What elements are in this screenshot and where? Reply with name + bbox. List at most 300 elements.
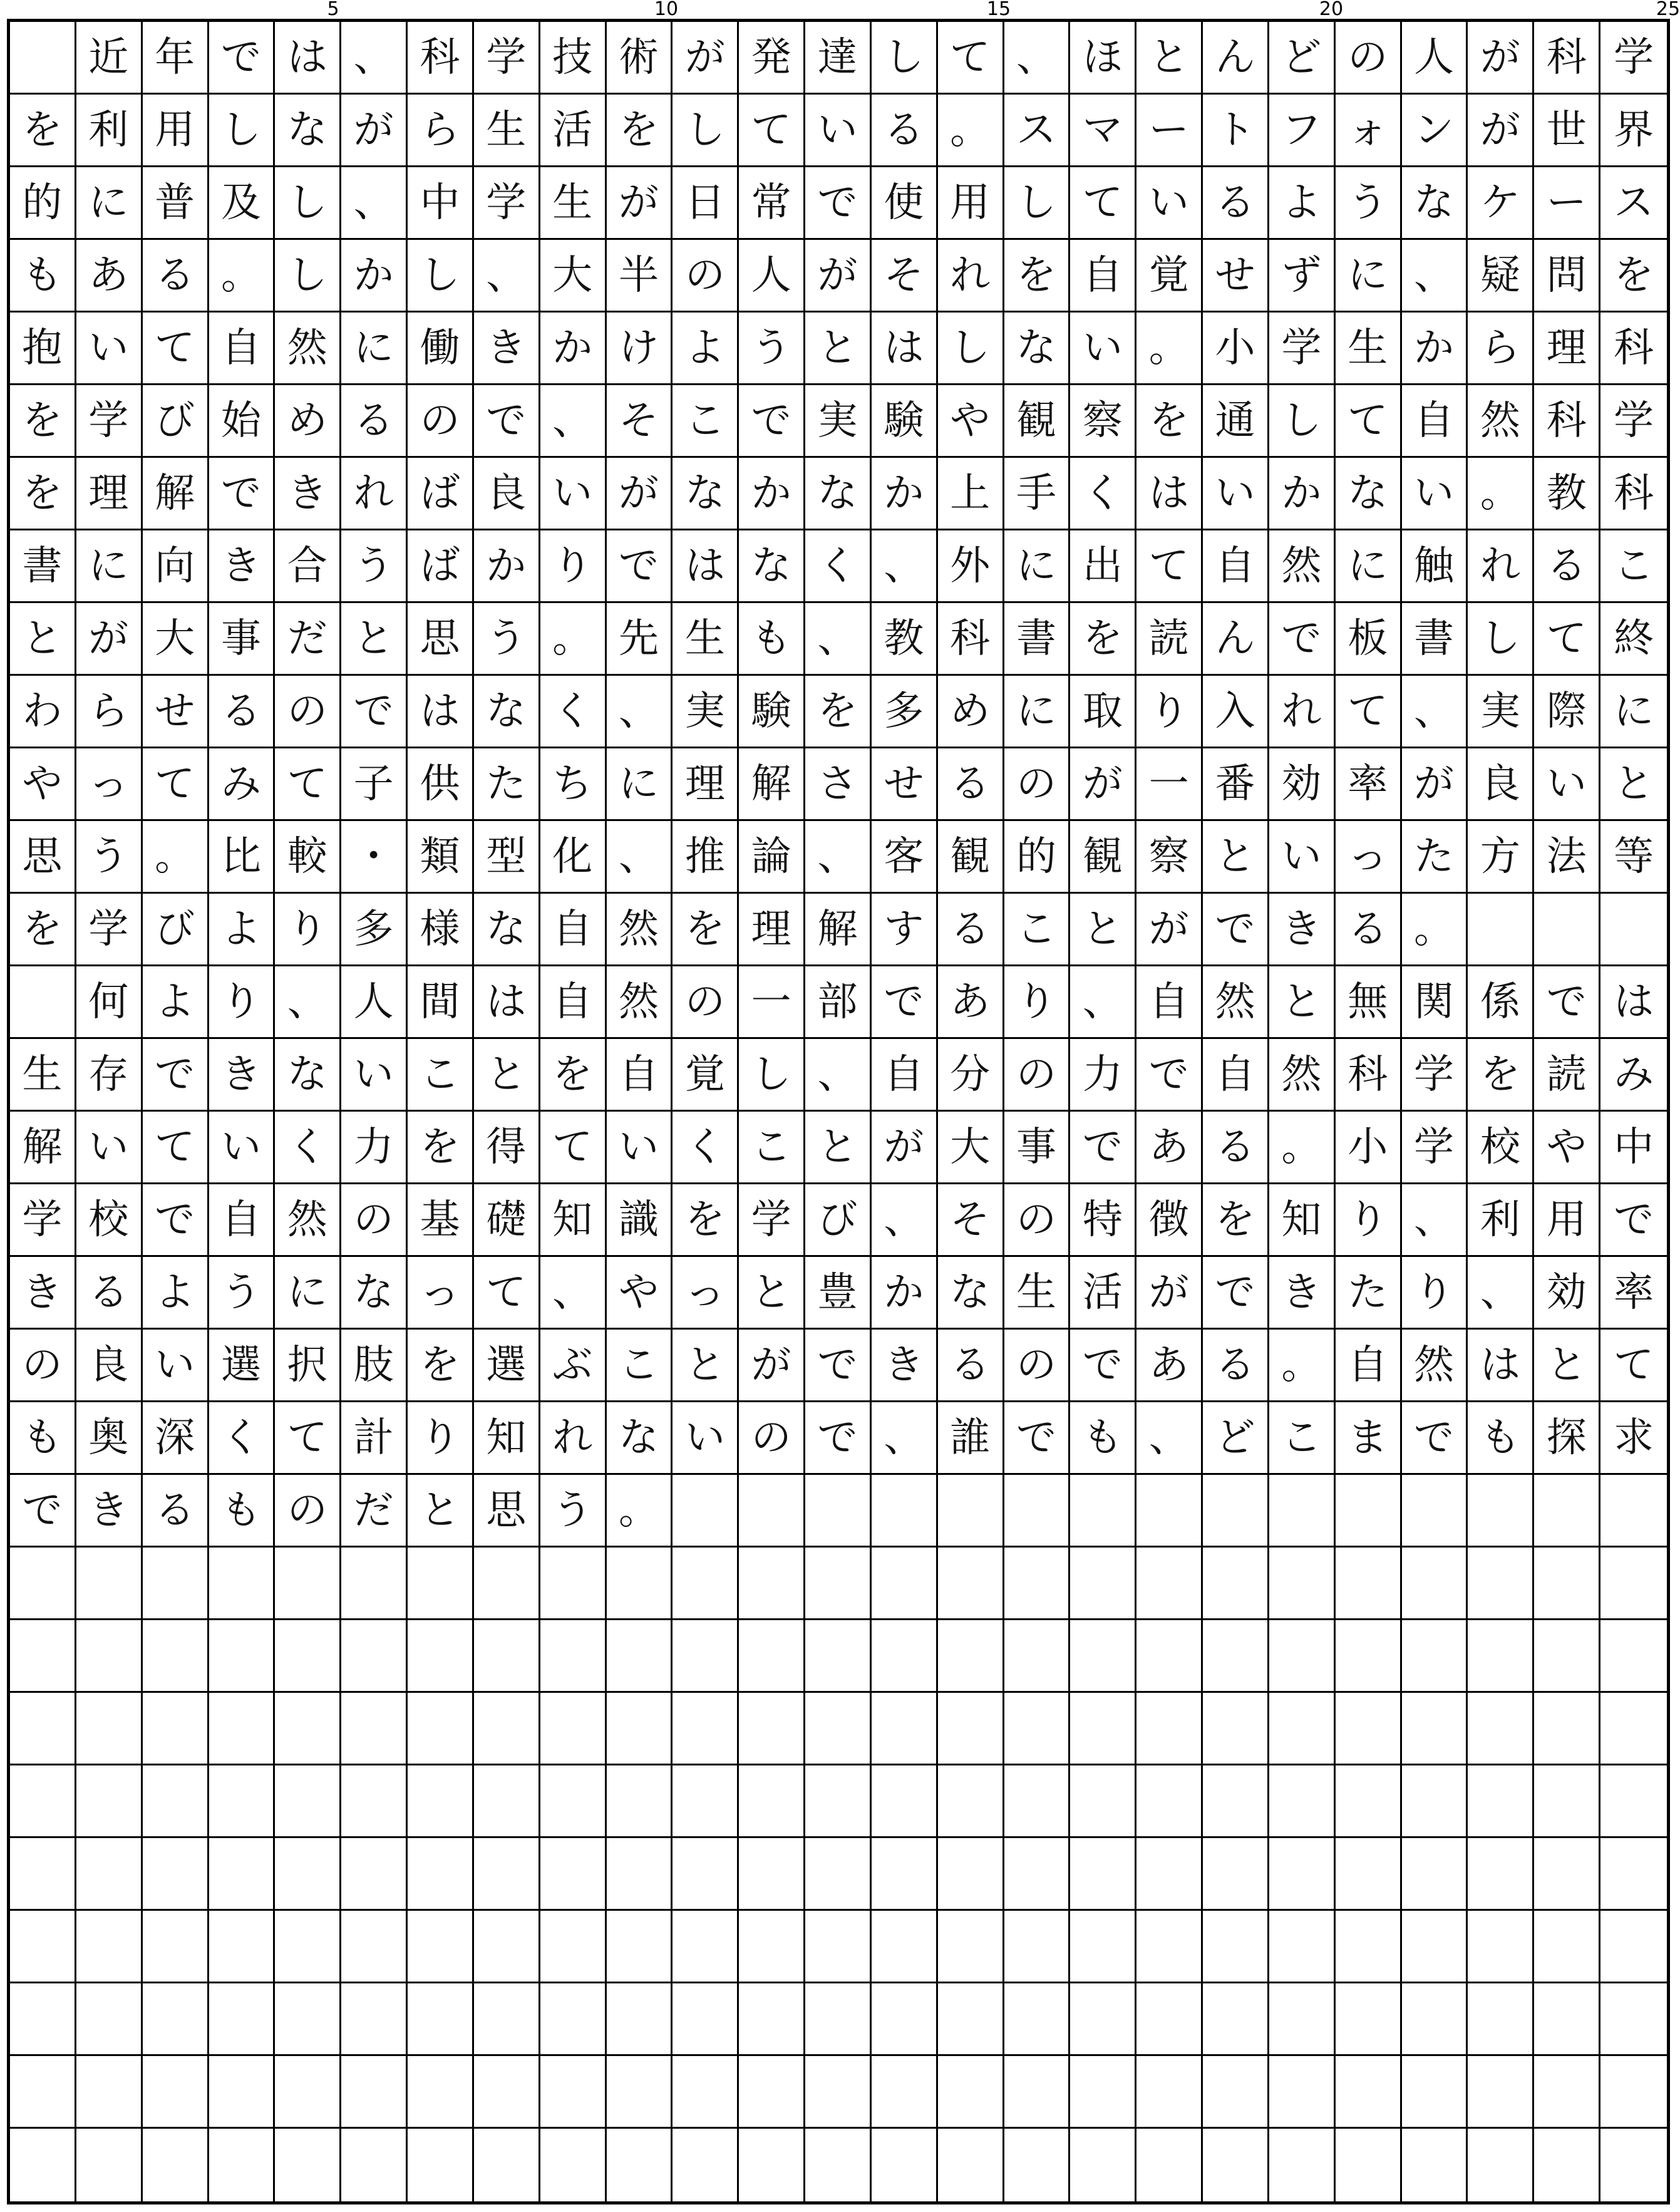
grid-cell: し	[673, 95, 739, 167]
grid-cell: り	[1004, 966, 1071, 1039]
grid-cell: あ	[938, 966, 1004, 1039]
grid-cell: か	[341, 240, 408, 313]
grid-cell	[76, 1838, 143, 1911]
grid-cell: 観	[1004, 385, 1071, 458]
grid-cell: ん	[1203, 22, 1269, 95]
manuscript-grid	[7, 19, 1670, 2204]
grid-cell: う	[341, 530, 408, 603]
grid-cell: 科	[938, 603, 1004, 676]
grid-cell: っ	[408, 1257, 474, 1330]
grid-cell: 何	[76, 966, 143, 1039]
grid-cell: 基	[408, 1184, 474, 1257]
grid-cell: 学	[1600, 385, 1667, 458]
grid-cell: 外	[938, 530, 1004, 603]
grid-cell: み	[209, 748, 276, 821]
grid-cell	[209, 1983, 276, 2056]
grid-cell	[872, 2129, 938, 2201]
grid-cell: 科	[1600, 313, 1667, 385]
grid-cell	[1468, 1693, 1534, 1765]
grid-cell	[1534, 1475, 1600, 1548]
grid-cell	[1402, 1838, 1468, 1911]
grid-cell: あ	[1136, 1330, 1203, 1402]
grid-cell: 学	[1600, 22, 1667, 95]
grid-cell: 用	[143, 95, 209, 167]
grid-cell: し	[1468, 603, 1534, 676]
grid-cell: っ	[1336, 821, 1402, 894]
grid-cell: 類	[408, 821, 474, 894]
grid-cell: を	[673, 894, 739, 966]
grid-cell: 覚	[673, 1039, 739, 1112]
grid-cell: 科	[408, 22, 474, 95]
grid-cell: 、	[341, 167, 408, 240]
grid-cell	[607, 1620, 673, 1693]
grid-cell: な	[739, 530, 805, 603]
grid-cell: 学	[1402, 1039, 1468, 1112]
grid-cell: や	[10, 748, 76, 821]
grid-cell	[1203, 1620, 1269, 1693]
grid-cell	[1336, 2056, 1402, 2129]
grid-cell: 抱	[10, 313, 76, 385]
grid-cell	[275, 1838, 341, 1911]
grid-cell: で	[474, 385, 540, 458]
grid-cell: 的	[1004, 821, 1071, 894]
grid-cell: る	[1203, 1112, 1269, 1184]
grid-cell: ー	[1136, 95, 1203, 167]
grid-cell: し	[275, 240, 341, 313]
grid-cell: 用	[938, 167, 1004, 240]
grid-cell: 学	[76, 385, 143, 458]
grid-cell: フ	[1269, 95, 1336, 167]
grid-cell: く	[209, 1402, 276, 1475]
grid-cell: ら	[408, 95, 474, 167]
grid-cell: 自	[540, 894, 607, 966]
grid-cell: は	[673, 530, 739, 603]
grid-cell	[76, 1983, 143, 2056]
grid-cell	[1070, 2129, 1136, 2201]
grid-cell: ・	[341, 821, 408, 894]
ruler-mark-5: 5	[327, 0, 339, 20]
grid-cell	[872, 2056, 938, 2129]
grid-cell	[474, 2129, 540, 2201]
grid-cell: せ	[143, 676, 209, 748]
grid-cell: が	[1468, 95, 1534, 167]
grid-cell: き	[872, 1330, 938, 1402]
grid-cell	[673, 1548, 739, 1620]
grid-cell: 等	[1600, 821, 1667, 894]
grid-cell	[1534, 2129, 1600, 2201]
grid-cell	[10, 1548, 76, 1620]
grid-cell: を	[10, 458, 76, 530]
grid-cell: の	[673, 240, 739, 313]
grid-cell	[540, 1548, 607, 1620]
grid-cell	[739, 1765, 805, 1838]
grid-cell: 、	[540, 1257, 607, 1330]
grid-cell: 力	[1070, 1039, 1136, 1112]
grid-cell: で	[209, 22, 276, 95]
grid-cell: 択	[275, 1330, 341, 1402]
grid-cell	[474, 2056, 540, 2129]
grid-cell	[938, 1693, 1004, 1765]
grid-cell: と	[1136, 22, 1203, 95]
grid-cell	[872, 1475, 938, 1548]
grid-cell: せ	[872, 748, 938, 821]
grid-cell: 学	[10, 1184, 76, 1257]
grid-cell: そ	[607, 385, 673, 458]
grid-cell	[1269, 1838, 1336, 1911]
grid-cell	[1534, 1620, 1600, 1693]
grid-cell	[408, 1620, 474, 1693]
grid-cell: 法	[1534, 821, 1600, 894]
grid-cell: 番	[1203, 748, 1269, 821]
grid-cell: 豊	[805, 1257, 872, 1330]
grid-cell: い	[76, 313, 143, 385]
grid-cell: 生	[474, 95, 540, 167]
grid-cell: が	[76, 603, 143, 676]
grid-cell: き	[76, 1475, 143, 1548]
grid-cell: ほ	[1070, 22, 1136, 95]
grid-cell: 達	[805, 22, 872, 95]
grid-cell: る	[209, 676, 276, 748]
grid-cell	[673, 1911, 739, 1983]
grid-cell	[1136, 1620, 1203, 1693]
grid-cell: き	[1269, 894, 1336, 966]
grid-cell	[607, 1693, 673, 1765]
grid-cell	[1600, 1911, 1667, 1983]
grid-cell: う	[540, 1475, 607, 1548]
grid-cell: に	[1004, 676, 1071, 748]
grid-cell	[1600, 1475, 1667, 1548]
grid-cell: 自	[1136, 966, 1203, 1039]
grid-cell: 、	[275, 966, 341, 1039]
grid-cell	[143, 1693, 209, 1765]
grid-cell: 活	[1070, 1257, 1136, 1330]
grid-cell	[1070, 1911, 1136, 1983]
grid-cell	[1402, 1983, 1468, 2056]
grid-cell: 教	[1534, 458, 1600, 530]
grid-cell: 大	[143, 603, 209, 676]
grid-cell	[1269, 1983, 1336, 2056]
grid-cell: 解	[739, 748, 805, 821]
grid-cell: 徴	[1136, 1184, 1203, 1257]
grid-cell	[739, 2056, 805, 2129]
grid-cell: り	[1402, 1257, 1468, 1330]
grid-cell: 先	[607, 603, 673, 676]
grid-cell: 発	[739, 22, 805, 95]
grid-cell	[1203, 1693, 1269, 1765]
grid-cell	[805, 1620, 872, 1693]
grid-cell: 効	[1534, 1257, 1600, 1330]
grid-cell: わ	[10, 676, 76, 748]
grid-cell: 、	[805, 1039, 872, 1112]
grid-cell: く	[1070, 458, 1136, 530]
grid-cell	[1136, 2129, 1203, 2201]
grid-cell	[275, 2056, 341, 2129]
grid-cell	[1402, 1765, 1468, 1838]
grid-cell: 推	[673, 821, 739, 894]
grid-cell: の	[1004, 1330, 1071, 1402]
grid-cell: き	[1269, 1257, 1336, 1330]
grid-cell	[1600, 2056, 1667, 2129]
grid-cell	[739, 1838, 805, 1911]
grid-cell: 近	[76, 22, 143, 95]
grid-cell	[209, 1838, 276, 1911]
grid-cell: い	[607, 1112, 673, 1184]
grid-cell	[872, 1983, 938, 2056]
grid-cell: 、	[1070, 966, 1136, 1039]
grid-cell	[1070, 1983, 1136, 2056]
grid-cell: て	[275, 748, 341, 821]
grid-cell: て	[143, 1112, 209, 1184]
grid-cell: っ	[673, 1257, 739, 1330]
grid-cell: 自	[1070, 240, 1136, 313]
grid-cell	[938, 1548, 1004, 1620]
grid-cell	[1336, 1765, 1402, 1838]
grid-cell	[1600, 894, 1667, 966]
grid-cell	[1269, 1548, 1336, 1620]
grid-cell: や	[607, 1257, 673, 1330]
grid-cell	[10, 22, 76, 95]
grid-cell	[76, 1620, 143, 1693]
grid-cell: し	[872, 22, 938, 95]
grid-cell: 自	[872, 1039, 938, 1112]
grid-cell	[143, 2129, 209, 2201]
grid-cell: て	[938, 22, 1004, 95]
grid-cell: ど	[1269, 22, 1336, 95]
grid-cell: ら	[76, 676, 143, 748]
grid-cell: と	[1534, 1330, 1600, 1402]
grid-cell: 良	[474, 458, 540, 530]
grid-cell	[1136, 1911, 1203, 1983]
grid-cell: や	[1534, 1112, 1600, 1184]
grid-cell	[1004, 1838, 1071, 1911]
grid-cell: び	[143, 385, 209, 458]
grid-cell: 自	[1336, 1330, 1402, 1402]
grid-cell: 理	[1534, 313, 1600, 385]
grid-cell: な	[1336, 458, 1402, 530]
grid-cell: 識	[607, 1184, 673, 1257]
grid-cell: 、	[805, 821, 872, 894]
grid-cell: 、	[1136, 1402, 1203, 1475]
grid-cell: 解	[10, 1112, 76, 1184]
grid-cell	[607, 1765, 673, 1838]
grid-cell	[143, 1838, 209, 1911]
grid-cell: ば	[408, 458, 474, 530]
grid-cell: な	[1402, 167, 1468, 240]
grid-cell: 入	[1203, 676, 1269, 748]
grid-cell: の	[673, 966, 739, 1039]
grid-cell: 然	[275, 1184, 341, 1257]
grid-cell: に	[1336, 240, 1402, 313]
grid-cell: 学	[1269, 313, 1336, 385]
grid-cell	[341, 1838, 408, 1911]
grid-cell: 働	[408, 313, 474, 385]
grid-cell	[341, 1983, 408, 2056]
grid-cell	[739, 1911, 805, 1983]
grid-cell	[1203, 2056, 1269, 2129]
grid-cell	[805, 1765, 872, 1838]
grid-cell: う	[739, 313, 805, 385]
grid-cell: な	[474, 894, 540, 966]
grid-cell: い	[209, 1112, 276, 1184]
grid-cell: く	[805, 530, 872, 603]
grid-cell: に	[275, 1257, 341, 1330]
grid-cell	[1600, 1693, 1667, 1765]
grid-cell	[10, 1838, 76, 1911]
grid-cell: い	[143, 1330, 209, 1402]
grid-cell: を	[408, 1112, 474, 1184]
grid-cell: 自	[607, 1039, 673, 1112]
grid-cell: で	[607, 530, 673, 603]
grid-cell: 。	[1468, 458, 1534, 530]
grid-cell: 人	[341, 966, 408, 1039]
grid-cell	[1269, 1911, 1336, 1983]
grid-cell: て	[1136, 530, 1203, 603]
grid-cell: ち	[540, 748, 607, 821]
grid-cell: っ	[76, 748, 143, 821]
grid-cell	[1402, 1693, 1468, 1765]
grid-cell: 察	[1136, 821, 1203, 894]
grid-cell: 多	[872, 676, 938, 748]
grid-cell: し	[408, 240, 474, 313]
grid-cell: で	[143, 1184, 209, 1257]
grid-cell	[341, 1693, 408, 1765]
grid-cell: は	[474, 966, 540, 1039]
grid-cell	[673, 1475, 739, 1548]
grid-cell: が	[1468, 22, 1534, 95]
grid-cell	[408, 2129, 474, 2201]
grid-cell	[607, 1911, 673, 1983]
grid-cell	[1336, 2129, 1402, 2201]
grid-cell	[1468, 1475, 1534, 1548]
grid-cell: も	[10, 240, 76, 313]
grid-cell: き	[209, 1039, 276, 1112]
grid-cell: る	[341, 385, 408, 458]
grid-cell	[872, 1620, 938, 1693]
grid-cell	[408, 1693, 474, 1765]
grid-cell	[76, 1911, 143, 1983]
grid-cell: し	[938, 313, 1004, 385]
grid-cell: 普	[143, 167, 209, 240]
ruler-mark-20: 20	[1319, 0, 1344, 20]
grid-cell: や	[938, 385, 1004, 458]
grid-cell: し	[275, 167, 341, 240]
grid-cell: に	[76, 167, 143, 240]
grid-cell: 験	[739, 676, 805, 748]
grid-cell	[408, 1838, 474, 1911]
grid-cell: が	[607, 458, 673, 530]
grid-cell: う	[474, 603, 540, 676]
grid-cell: か	[474, 530, 540, 603]
grid-cell	[805, 1475, 872, 1548]
grid-cell: し	[1004, 167, 1071, 240]
grid-cell: て	[540, 1112, 607, 1184]
grid-cell	[805, 1693, 872, 1765]
grid-cell: り	[408, 1402, 474, 1475]
grid-cell: 知	[1269, 1184, 1336, 1257]
grid-cell	[938, 1475, 1004, 1548]
grid-cell: 板	[1336, 603, 1402, 676]
grid-cell	[10, 1620, 76, 1693]
grid-cell: 存	[76, 1039, 143, 1112]
grid-cell: が	[1070, 748, 1136, 821]
grid-cell: 供	[408, 748, 474, 821]
grid-cell: 然	[1468, 385, 1534, 458]
grid-cell: れ	[341, 458, 408, 530]
grid-cell: 生	[1336, 313, 1402, 385]
grid-cell: り	[1336, 1184, 1402, 1257]
grid-cell: 校	[76, 1184, 143, 1257]
grid-cell: に	[1600, 676, 1667, 748]
grid-cell: 、	[872, 1184, 938, 1257]
grid-cell: 思	[474, 1475, 540, 1548]
grid-cell: こ	[1600, 530, 1667, 603]
grid-cell: あ	[76, 240, 143, 313]
grid-cell	[673, 1838, 739, 1911]
grid-cell: 。	[1269, 1112, 1336, 1184]
grid-cell: 。	[209, 240, 276, 313]
grid-cell: め	[938, 676, 1004, 748]
grid-cell: き	[474, 313, 540, 385]
grid-cell: を	[10, 385, 76, 458]
grid-cell: 選	[209, 1330, 276, 1402]
grid-cell: も	[209, 1475, 276, 1548]
grid-cell	[341, 1548, 408, 1620]
grid-cell	[209, 1693, 276, 1765]
grid-cell	[408, 2056, 474, 2129]
grid-cell: を	[1004, 240, 1071, 313]
grid-cell	[540, 1911, 607, 1983]
grid-cell: か	[1402, 313, 1468, 385]
grid-cell	[872, 1548, 938, 1620]
grid-cell	[275, 1620, 341, 1693]
grid-cell: い	[540, 458, 607, 530]
grid-cell	[76, 1693, 143, 1765]
grid-cell	[607, 2129, 673, 2201]
grid-cell: 特	[1070, 1184, 1136, 1257]
grid-cell	[1269, 1620, 1336, 1693]
grid-cell	[341, 1911, 408, 1983]
grid-cell: り	[1136, 676, 1203, 748]
grid-cell: に	[607, 748, 673, 821]
ruler-mark-10: 10	[654, 0, 679, 20]
grid-cell: 実	[805, 385, 872, 458]
grid-cell	[673, 2129, 739, 2201]
grid-cell: 終	[1600, 603, 1667, 676]
grid-cell: 、	[872, 530, 938, 603]
grid-cell: 較	[275, 821, 341, 894]
grid-cell	[1534, 1911, 1600, 1983]
grid-cell: く	[275, 1112, 341, 1184]
grid-cell: よ	[143, 966, 209, 1039]
grid-cell: 部	[805, 966, 872, 1039]
grid-cell: め	[275, 385, 341, 458]
grid-cell: 学	[474, 167, 540, 240]
grid-cell: に	[341, 313, 408, 385]
grid-cell: を	[540, 1039, 607, 1112]
grid-cell: を	[10, 894, 76, 966]
grid-cell	[209, 1548, 276, 1620]
grid-cell: と	[474, 1039, 540, 1112]
grid-cell	[540, 1765, 607, 1838]
grid-cell	[540, 1620, 607, 1693]
grid-cell: 型	[474, 821, 540, 894]
grid-cell: の	[739, 1402, 805, 1475]
grid-cell: い	[805, 95, 872, 167]
grid-cell: の	[275, 676, 341, 748]
grid-cell: 半	[607, 240, 673, 313]
grid-cell: ト	[1203, 95, 1269, 167]
grid-cell: 事	[209, 603, 276, 676]
